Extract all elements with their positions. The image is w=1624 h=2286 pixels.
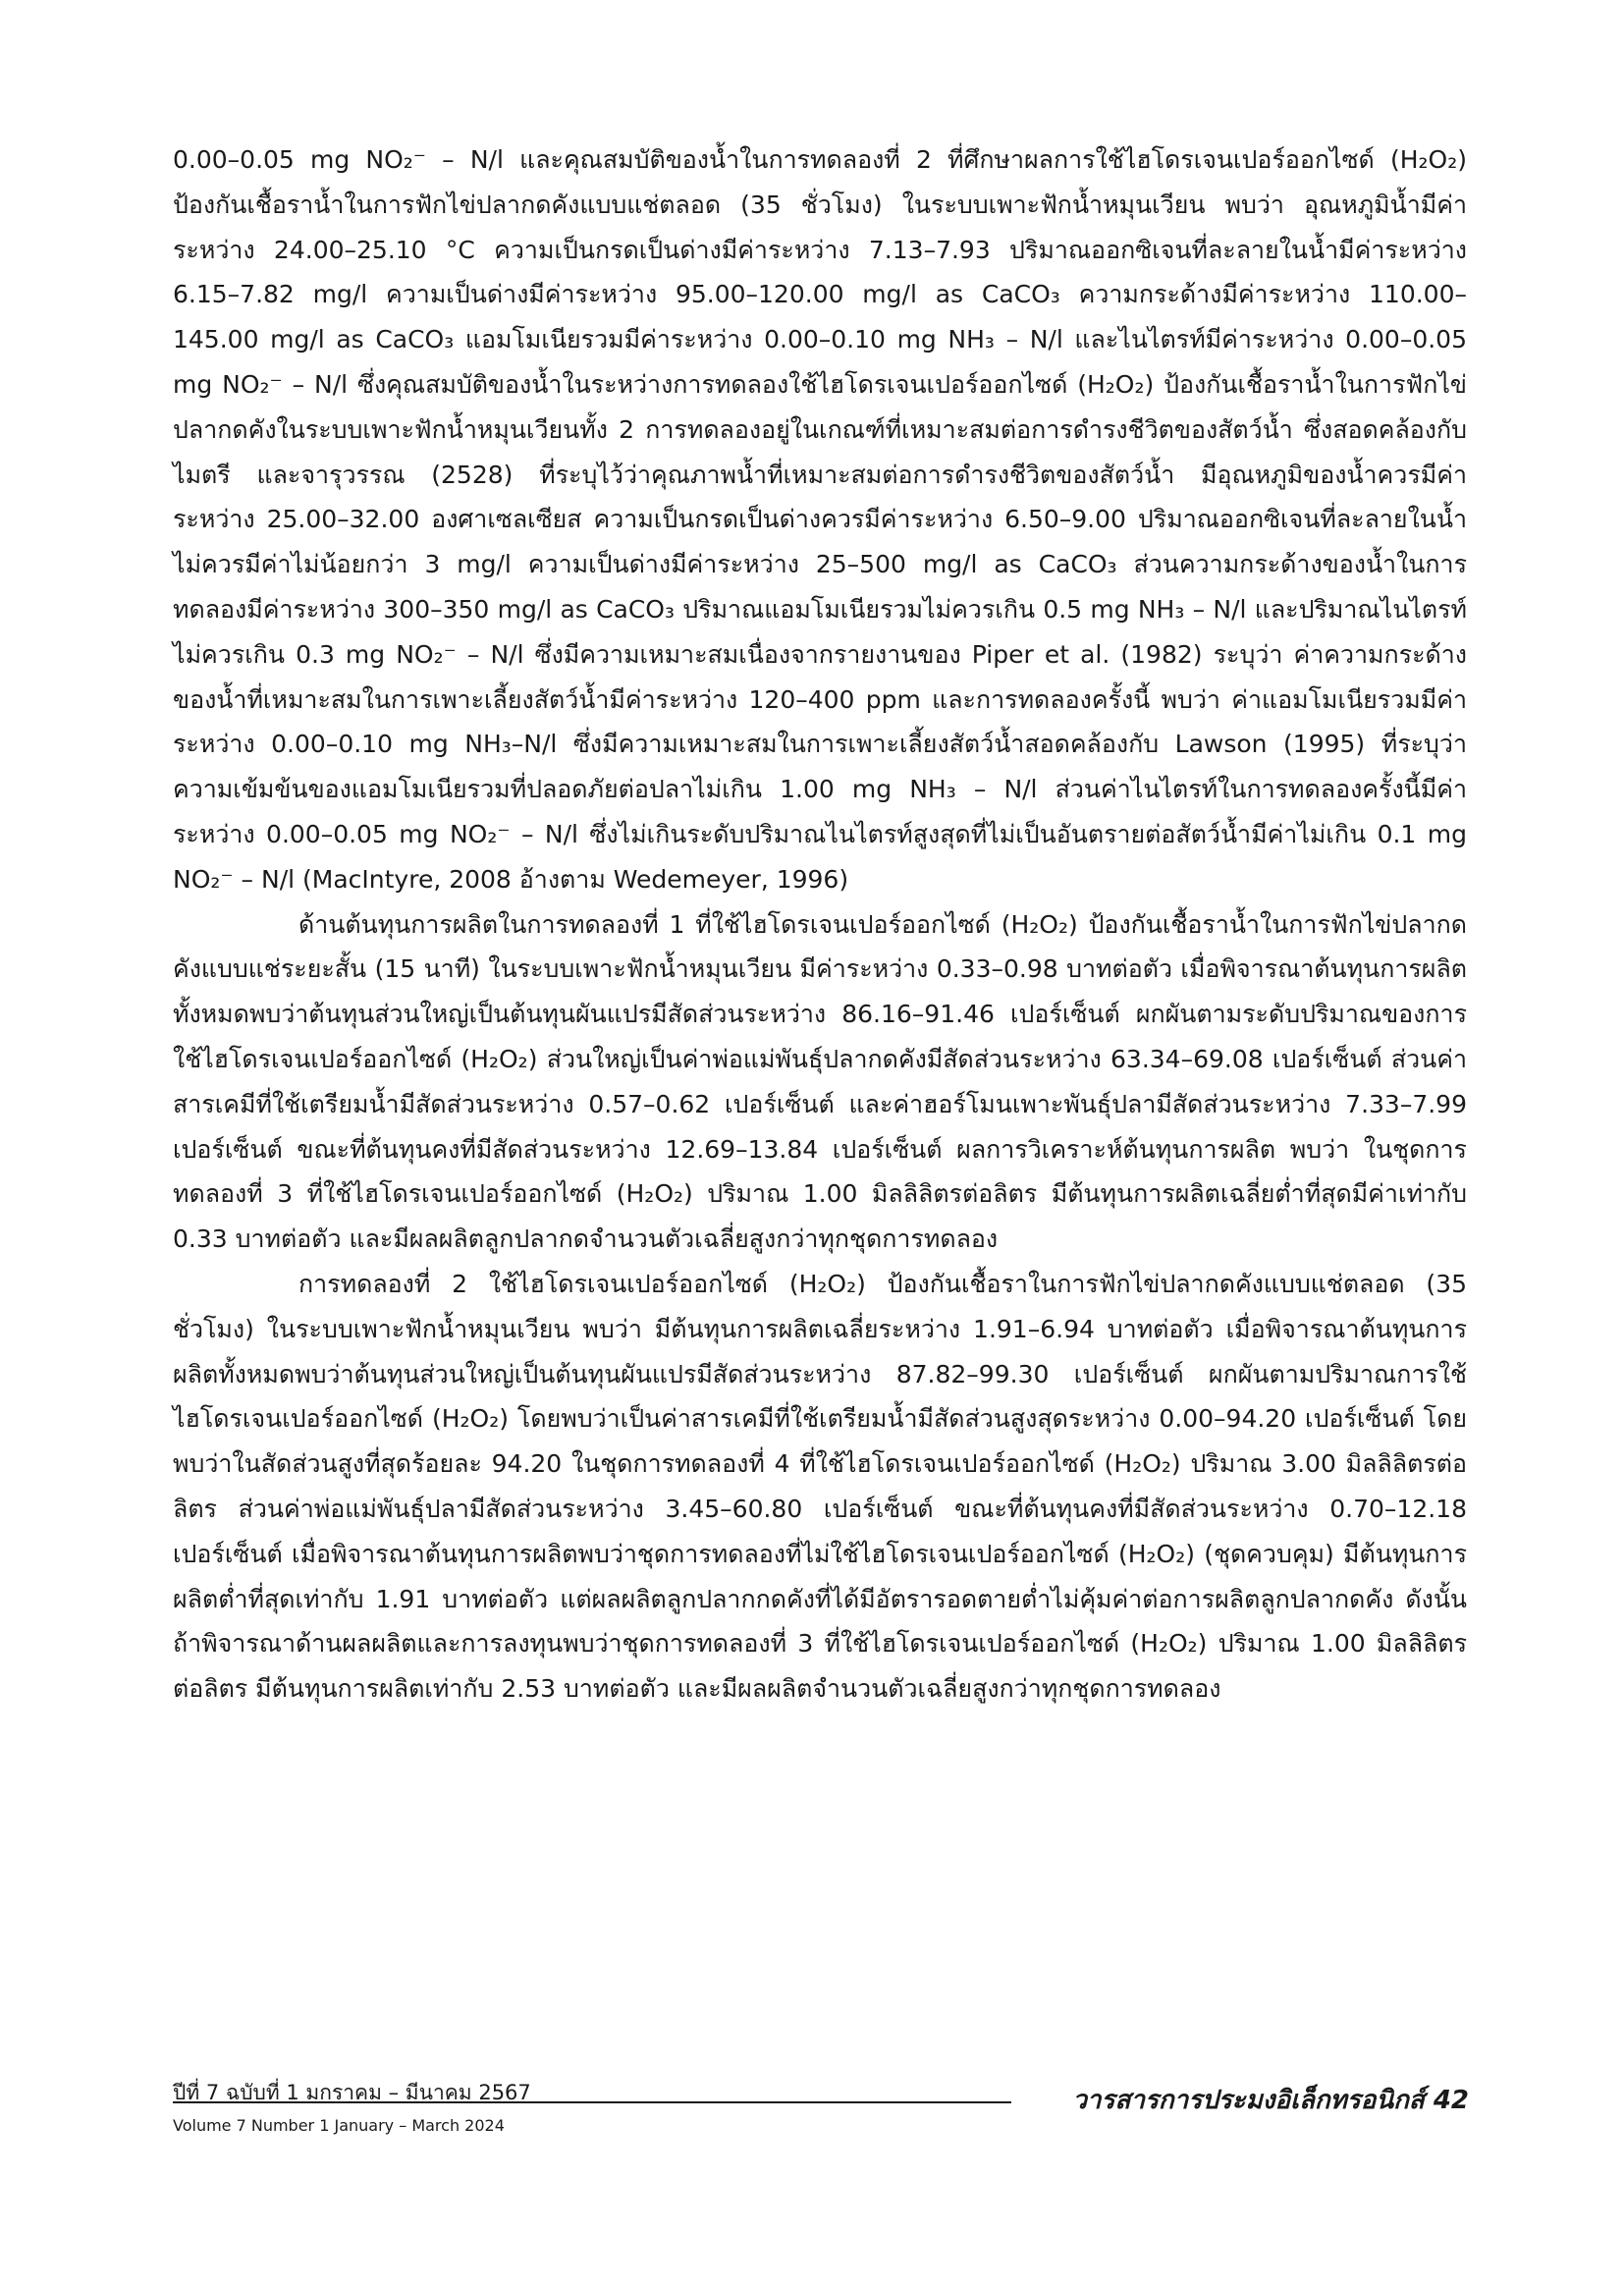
paragraph-cost-experiment-1: ด้านต้นทุนการผลิตในการทดลองที่ 1 ที่ใช้ไฮโดรเจนเปอร์ออกไซด์ (H₂O₂) ป้องกันเชื้อราน้ำในการฟักไข่ปลากดคังแบบแช่ระยะสั้น (15 นาที) ในระบบเพาะฟักน้ำหมุนเวียน มีค่าระหว่าง 0.33–0.98 บาทต่อตัว เมื่อพิจารณาต้นทุนการผลิตทั้งหมดพบว่าต้นทุนส่วนใหญ่เป็นต้นทุนผันแปรมีสัดส่วนระหว่าง 86.16–91.46 เปอร์เซ็นต์ ผกผันตามระดับปริมาณของการใช้ไฮโดรเจนเปอร์ออกไซด์ (H₂O₂) ส่วนใหญ่เป็นค่าพ่อแม่พันธุ์ปลากดคังมีสัดส่วนระหว่าง 63.34–69.08 เปอร์เซ็นต์ ส่วนค่าสารเคมีที่ใช้เตรียมน้ำมีสัดส่วนระหว่าง 0.57–0.62 เปอร์เซ็นต์ และค่าฮอร์โมนเพาะพันธุ์ปลามีสัดส่วนระหว่าง 7.33–7.99 เปอร์เซ็นต์ ขณะที่ต้นทุนคงที่มีสัดส่วนระหว่าง 12.69–13.84 เปอร์เซ็นต์ ผลการวิเคราะห์ต้นทุนการผลิต พบว่า ในชุดการทดลองที่ 3 ที่ใช้ไฮโดรเจนเปอร์ออกไซด์ (H₂O₂) ปริมาณ 1.00 มิลลิลิตรต่อลิตร มีต้นทุนการผลิตเฉลี่ยต่ำที่สุดมีค่าเท่ากับ 0.33 บาทต่อตัว และมีผลผลิตลูกปลากดจำนวนตัวเฉลี่ยสูงกว่าทุกชุดการทดลอง	[173, 909, 1467, 1254]
footer-issue-info	[173, 2080, 531, 2139]
paragraph-water-quality: 0.00–0.05 mg NO₂⁻ – N/l และคุณสมบัติของน้ำในการทดลองที่ 2 ที่ศึกษาผลการใช้ไฮโดรเจนเปอร์ออกไซด์ (H₂O₂) ป้องกันเชื้อราน้ำในการฟักไข่ปลากดคังแบบแช่ตลอด (35 ชั่วโมง) ในระบบเพาะฟักน้ำหมุนเวียน พบว่า อุณหภูมิน้ำมีค่าระหว่าง 24.00–25.10 °C ความเป็นกรดเป็นด่างมีค่าระหว่าง 7.13–7.93 ปริมาณออกซิเจนที่ละลายในน้ำมีค่าระหว่าง 6.15–7.82 mg/l ความเป็นด่างมีค่าระหว่าง 95.00–120.00 mg/l as CaCO₃ ความกระด้างมีค่าระหว่าง 110.00–145.00 mg/l as CaCO₃ แอมโมเนียรวมมีค่าระหว่าง 0.00–0.10 mg NH₃ – N/l และไนไตรท์มีค่าระหว่าง 0.00–0.05 mg NO₂⁻ – N/l ซึ่งคุณสมบัติของน้ำในระหว่างการทดลองใช้ไฮโดรเจนเปอร์ออกไซด์ (H₂O₂) ป้องกันเชื้อราน้ำในการฟักไข่ปลากดคังในระบบเพาะฟักน้ำหมุนเวียนทั้ง 2 การทดลองอยู่ในเกณฑ์ที่เหมาะสมต่อการดำรงชีวิตของสัตว์น้ำ ซึ่งสอดคล้องกับไมตรี และจารุวรรณ (2528) ที่ระบุไว้ว่าคุณภาพน้ำที่เหมาะสมต่อการดำรงชีวิตของสัตว์น้ำ มีอุณหภูมิของน้ำควรมีค่าระหว่าง 25.00–32.00 องศาเซลเซียส ความเป็นกรดเป็นด่างควรมีค่าระหว่าง 6.50–9.00 ปริมาณออกซิเจนที่ละลายในน้ำไม่ควรมีค่าไม่น้อยกว่า 3 mg/l ความเป็นด่างมีค่าระหว่าง 25–500 mg/l as CaCO₃ ส่วนความกระด้างของน้ำในการทดลองมีค่าระหว่าง 300–350 mg/l as CaCO₃ ปริมาณแอมโมเนียรวมไม่ควรเกิน 0.5 mg NH₃ – N/l และปริมาณไนไตรท์ไม่ควรเกิน 0.3 mg NO₂⁻ – N/l ซึ่งมีความเหมาะสมเนื่องจากรายงานของ Piper et al. (1982) ระบุว่า ค่าความกระด้างของน้ำที่เหมาะสมในการเพาะเลี้ยงสัตว์น้ำมีค่าระหว่าง 120–400 ppm และการทดลองครั้งนี้ พบว่า ค่าแอมโมเนียรวมมีค่าระหว่าง 0.00–0.10 mg NH₃–N/l ซึ่งมีความเหมาะสมในการเพาะเลี้ยงสัตว์น้ำสอดคล้องกับ Lawson (1995) ที่ระบุว่าความเข้มข้นของแอมโมเนียรวมที่ปลอดภัยต่อปลาไม่เกิน 1.00 mg NH₃ – N/l ส่วนค่าไนไตรท์ในการทดลองครั้งนี้มีค่าระหว่าง 0.00–0.05 mg NO₂⁻ – N/l ซึ่งไม่เกินระดับปริมาณไนไตรท์สูงสุดที่ไม่เป็นอันตรายต่อสัตว์น้ำมีค่าไม่เกิน 0.1 mg NO₂⁻ – N/l (MacIntyre, 2008 อ้างตาม Wedemeyer, 1996)	[173, 145, 1467, 894]
footer-divider	[520, 2101, 1011, 2103]
paragraph-cost-experiment-2: การทดลองที่ 2 ใช้ไฮโดรเจนเปอร์ออกไซด์ (H₂O₂) ป้องกันเชื้อราในการฟักไข่ปลากดคังแบบแช่ตลอด (35 ชั่วโมง) ในระบบเพาะฟักน้ำหมุนเวียน พบว่า มีต้นทุนการผลิตเฉลี่ยระหว่าง 1.91–6.94 บาทต่อตัว เมื่อพิจารณาต้นทุนการผลิตทั้งหมดพบว่าต้นทุนส่วนใหญ่เป็นต้นทุนผันแปรมีสัดส่วนระหว่าง 87.82–99.30 เปอร์เซ็นต์ ผกผันตามปริมาณการใช้ไฮโดรเจนเปอร์ออกไซด์ (H₂O₂) โดยพบว่าเป็นค่าสารเคมีที่ใช้เตรียมน้ำมีสัดส่วนสูงสุดระหว่าง 0.00–94.20 เปอร์เซ็นต์ โดยพบว่าในสัดส่วนสูงที่สุดร้อยละ 94.20 ในชุดการทดลองที่ 4 ที่ใช้ไฮโดรเจนเปอร์ออกไซด์ (H₂O₂) ปริมาณ 3.00 มิลลิลิตรต่อลิตร ส่วนค่าพ่อแม่พันธุ์ปลามีสัดส่วนระหว่าง 3.45–60.80 เปอร์เซ็นต์ ขณะที่ต้นทุนคงที่มีสัดส่วนระหว่าง 0.70–12.18 เปอร์เซ็นต์ เมื่อพิจารณาต้นทุนการผลิตพบว่าชุดการทดลองที่ไม่ใช้ไฮโดรเจนเปอร์ออกไซด์ (H₂O₂) (ชุดควบคุม) มีต้นทุนการผลิตต่ำที่สุดเท่ากับ 1.91 บาทต่อตัว แต่ผลผลิตลูกปลากกดคังที่ได้มีอัตรารอดตายต่ำไม่คุ้มค่าต่อการผลิตลูกปลากดคัง ดังนั้น ถ้าพิจารณาด้านผลผลิตและการลงทุนพบว่าชุดการทดลองที่ 3 ที่ใช้ไฮโดรเจนเปอร์ออกไซด์ (H₂O₂) ปริมาณ 1.00 มิลลิลิตรต่อลิตร มีต้นทุนการผลิตเท่ากับ 2.53 บาทต่อตัว และมีผลผลิตจำนวนตัวเฉลี่ยสูงกว่าทุกชุดการทดลอง	[173, 1269, 1467, 1704]
footer-journal-title: วารสารการประมงอิเล็กทรอนิกส์ 42	[1072, 2086, 1469, 2115]
article-body	[173, 137, 1467, 1712]
footer-issue-thai: ปีที่ 7 ฉบับที่ 1 มกราคม – มีนาคม 2567	[173, 2081, 531, 2104]
footer-issue-english: Volume 7 Number 1 January – March 2024	[173, 2116, 505, 2135]
